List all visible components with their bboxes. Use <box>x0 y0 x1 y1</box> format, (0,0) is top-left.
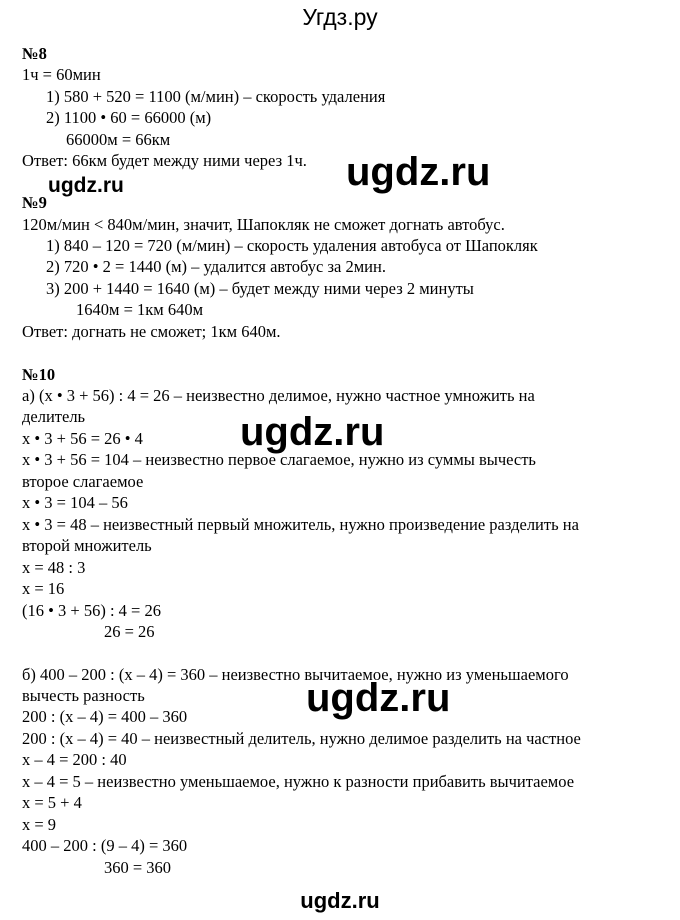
text-line: второй множитель <box>22 536 152 555</box>
footer-watermark: ugdz.ru <box>300 888 380 913</box>
text-line: 66000м = 66км <box>66 130 171 149</box>
watermark: ugdz.ru <box>346 150 491 194</box>
text-line: 3) 200 + 1440 = 1640 (м) – будет между ними через 2 минуты <box>46 279 474 298</box>
text-line: x = 48 : 3 <box>22 558 86 577</box>
watermark: ugdz.ru <box>240 410 385 454</box>
text-line: 400 – 200 : (9 – 4) = 360 <box>22 836 188 855</box>
task-10-heading: №10 <box>22 365 56 384</box>
text-line: 1ч = 60мин <box>22 65 101 84</box>
text-line: (16 • 3 + 56) : 4 = 26 <box>22 601 161 620</box>
text-line: 200 : (x – 4) = 400 – 360 <box>22 707 188 726</box>
site-title: Угдз.ру <box>302 4 378 30</box>
watermark: ugdz.ru <box>306 676 451 720</box>
text-line: x = 16 <box>22 579 65 598</box>
text-line: Ответ: догнать не сможет; 1км 640м. <box>22 322 281 341</box>
text-line: вычесть разность <box>22 686 145 705</box>
text-line: делитель <box>22 407 86 426</box>
text-line: 26 = 26 <box>104 622 155 641</box>
text-line: 1) 840 – 120 = 720 (м/мин) – скорость удаления автобуса от Шапокляк <box>46 236 538 255</box>
text-line: 360 = 360 <box>104 858 172 877</box>
text-line: Ответ: 66км будет между ними через 1ч. <box>22 151 307 170</box>
text-line: 2) 720 • 2 = 1440 (м) – удалится автобус за 2мин. <box>46 257 386 276</box>
text-line: x – 4 = 200 : 40 <box>22 750 127 769</box>
text-line: б) 400 – 200 : (x – 4) = 360 – неизвестно вычитаемое, нужно из уменьшаемого <box>22 665 569 684</box>
text-line: 2) 1100 • 60 = 66000 (м) <box>46 108 212 127</box>
text-line: а) (x • 3 + 56) : 4 = 26 – неизвестно делимое, нужно частное умножить на <box>22 386 535 405</box>
task-8-heading: №8 <box>22 44 47 63</box>
text-line: 120м/мин < 840м/мин, значит, Шапокляк не сможет догнать автобус. <box>22 215 505 234</box>
text-line: 1640м = 1км 640м <box>76 300 204 319</box>
task-9-heading: №9 <box>22 193 47 212</box>
text-line: x • 3 + 56 = 26 • 4 <box>22 429 143 448</box>
text-line: x • 3 = 104 – 56 <box>22 493 128 512</box>
text-line: x = 5 + 4 <box>22 793 82 812</box>
text-line: второе слагаемое <box>22 472 144 491</box>
watermark: ugdz.ru <box>48 174 124 197</box>
text-line: x = 9 <box>22 815 57 834</box>
text-line: x – 4 = 5 – неизвестно уменьшаемое, нужно к разности прибавить вычитаемое <box>22 772 575 791</box>
text-line: x • 3 = 48 – неизвестный первый множитель, нужно произведение разделить на <box>22 515 579 534</box>
text-line: x • 3 + 56 = 104 – неизвестно первое слагаемое, нужно из суммы вычесть <box>22 450 536 469</box>
text-line: 200 : (x – 4) = 40 – неизвестный делитель, нужно делимое разделить на частное <box>22 729 581 748</box>
text-line: 1) 580 + 520 = 1100 (м/мин) – скорость удаления <box>46 87 386 106</box>
